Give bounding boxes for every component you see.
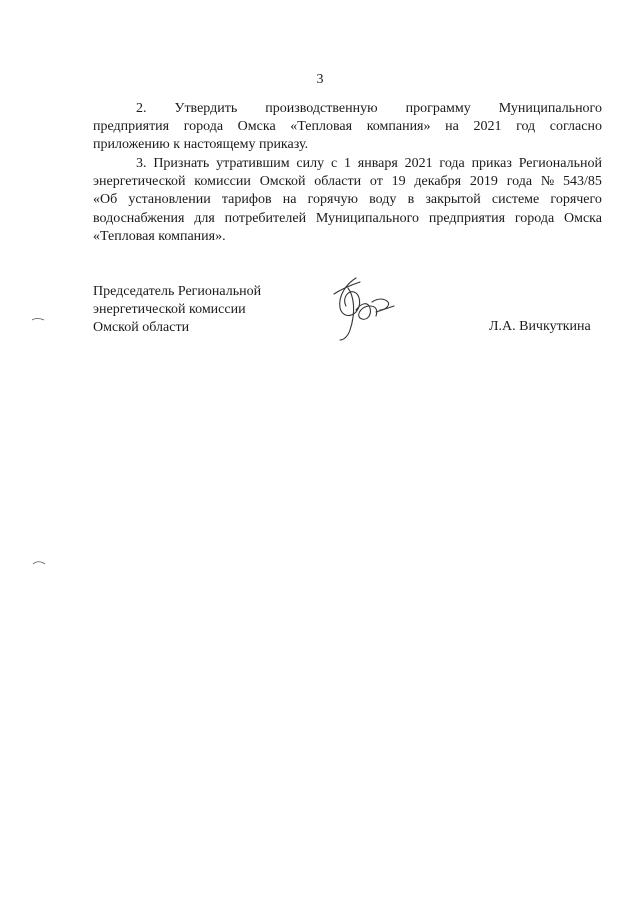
- signature-stroke: [356, 304, 377, 320]
- word: закрытой: [425, 192, 481, 208]
- paragraph-3-line-3: [93, 191, 602, 209]
- word: горячего: [550, 192, 602, 208]
- word: в: [407, 192, 415, 208]
- page-number: 3: [316, 72, 324, 87]
- word: водоснабжения: [93, 210, 185, 226]
- word: Омска: [564, 210, 602, 226]
- word: 2.: [136, 101, 147, 116]
- paragraph-3-line-4: [93, 210, 602, 228]
- paragraph-repeal-order: [93, 155, 602, 246]
- word: приказ: [471, 156, 512, 171]
- paragraph-3-line-5: «Тепловая компания».: [93, 228, 226, 244]
- word: №: [540, 174, 555, 190]
- word: января: [357, 156, 398, 171]
- paragraph-3-line-2: [93, 173, 602, 191]
- signature-stroke: [376, 306, 394, 312]
- word: предприятия: [428, 210, 506, 226]
- word: Региональной: [518, 156, 602, 171]
- paragraph-3-line-1: [93, 155, 602, 173]
- scan-artifact-stroke: [32, 319, 44, 321]
- paragraph-approve-program: [93, 100, 602, 155]
- word: на: [445, 119, 459, 135]
- paragraph-2-line-3: приложению к настоящему приказу.: [93, 137, 309, 153]
- word: энергетической: [93, 174, 186, 190]
- word: силу: [296, 156, 325, 171]
- word: утратившим: [216, 156, 290, 171]
- word: воду: [369, 192, 397, 208]
- word: Муниципального: [498, 101, 602, 116]
- word: от: [369, 174, 383, 190]
- position-line: Председатель Региональной: [93, 284, 262, 299]
- position-line: Омской области: [93, 320, 190, 336]
- word: горячую: [307, 192, 358, 208]
- signatory-position: [93, 283, 261, 338]
- word: предприятия: [93, 119, 170, 135]
- word: комиссии: [194, 174, 251, 190]
- word: тарифов: [221, 192, 272, 208]
- word: Признать: [153, 156, 210, 171]
- word: «Тепловая: [290, 119, 353, 135]
- word: для: [194, 210, 215, 226]
- word: год: [516, 119, 536, 135]
- word: года: [506, 174, 533, 190]
- word: «Об: [93, 192, 118, 208]
- word: компания»: [366, 119, 431, 135]
- word: 2021: [404, 156, 433, 171]
- signature-stroke: [340, 288, 354, 340]
- word: 543/85: [562, 174, 602, 190]
- position-line: энергетической комиссии: [93, 302, 246, 318]
- word: Муниципального: [315, 210, 420, 226]
- signature-stroke: [334, 282, 360, 294]
- word: Омска: [237, 119, 276, 135]
- word: Утвердить: [174, 101, 238, 116]
- word: потребителей: [224, 210, 307, 226]
- handwritten-signature: [326, 272, 398, 344]
- paragraph-2-line-2: [93, 118, 602, 136]
- word: согласно: [549, 119, 602, 135]
- word: года: [439, 156, 465, 171]
- word: с: [330, 156, 338, 171]
- word: 1: [343, 156, 351, 171]
- scan-artifact-mark: [32, 560, 46, 566]
- word: города: [183, 119, 224, 135]
- word: области: [314, 174, 362, 190]
- signer-name: Л.А. Вичкуткина: [489, 319, 591, 334]
- word: Омской: [259, 174, 306, 190]
- scan-artifact-stroke: [33, 562, 45, 564]
- signature-strokes: [334, 278, 394, 340]
- scan-artifact-mark: [31, 316, 45, 322]
- word: системе: [491, 192, 540, 208]
- word: 2021: [473, 119, 502, 135]
- word: 3.: [136, 156, 147, 171]
- word: производственную: [265, 101, 378, 116]
- word: 19: [391, 174, 406, 190]
- word: установлении: [128, 192, 211, 208]
- word: программу: [405, 101, 471, 116]
- paragraph-2-line-1: [93, 100, 602, 118]
- word: декабря: [414, 174, 462, 190]
- word: города: [514, 210, 555, 226]
- word: на: [282, 192, 297, 208]
- word: 2019: [469, 174, 498, 190]
